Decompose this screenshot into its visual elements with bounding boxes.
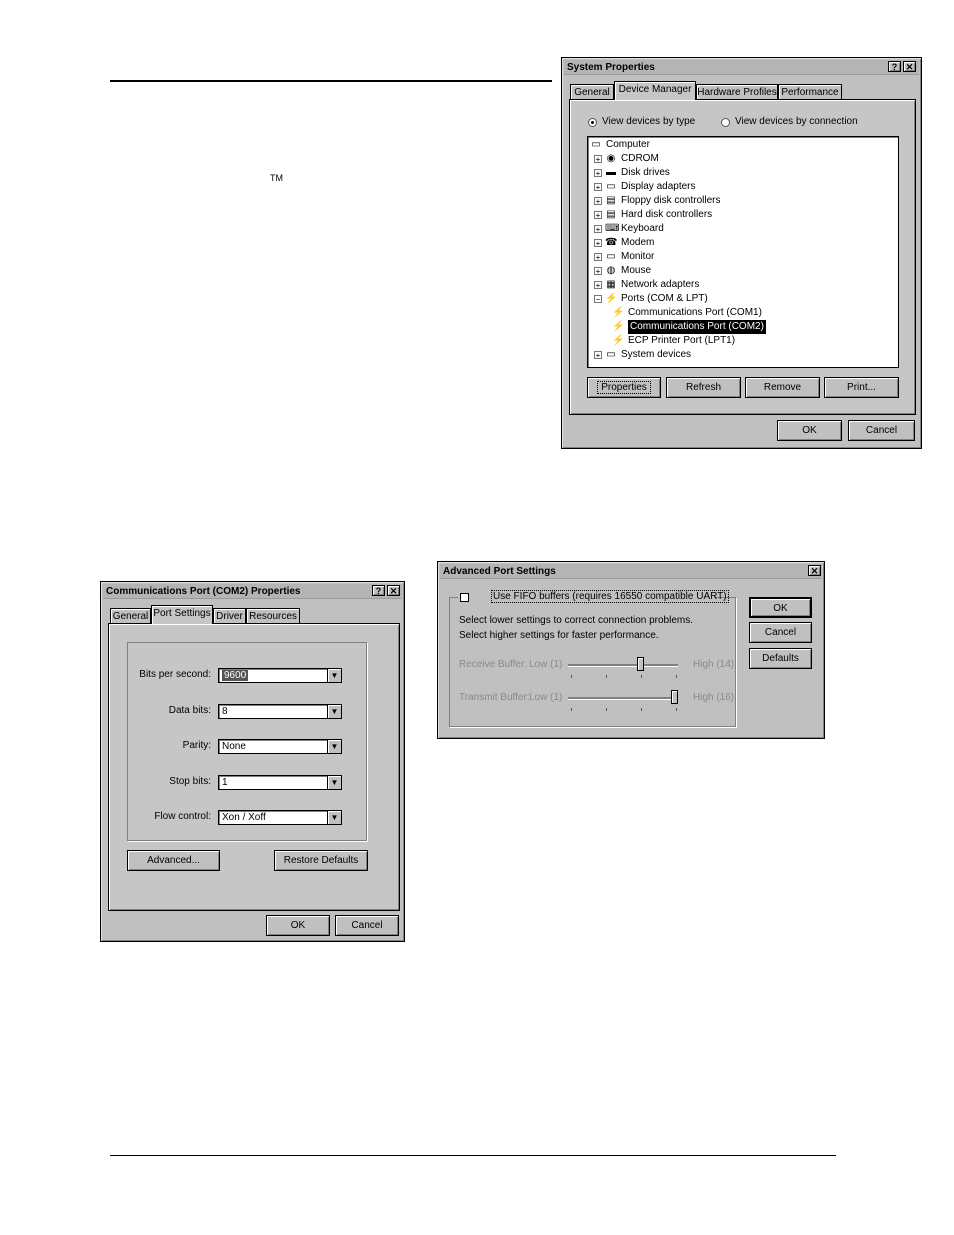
transmit-slider-track <box>568 697 678 700</box>
cancel-button[interactable]: Cancel <box>335 915 399 936</box>
restore-defaults-button[interactable]: Restore Defaults <box>274 850 368 871</box>
system-properties-dialog <box>561 57 922 449</box>
expand-icon[interactable]: + <box>595 253 601 262</box>
device-category-icon: ⚡ <box>605 293 618 304</box>
advanced-button[interactable]: Advanced... <box>127 850 220 871</box>
expand-icon[interactable]: + <box>595 225 601 234</box>
chevron-down-icon[interactable]: ▼ <box>327 705 341 718</box>
device-category-icon: ▬ <box>606 167 616 178</box>
tab-driver[interactable]: Driver <box>213 608 246 624</box>
transmit-tick <box>641 708 642 711</box>
tab-resources[interactable]: Resources <box>246 608 300 624</box>
system-devices-icon: ▭ <box>606 349 616 360</box>
receive-tick <box>571 675 572 678</box>
advanced-port-settings-title: Advanced Port Settings <box>443 566 556 577</box>
tree-item-label: CDROM <box>621 153 659 164</box>
ok-button[interactable]: OK <box>749 597 812 618</box>
receive-tick <box>606 675 607 678</box>
chevron-down-icon[interactable]: ▼ <box>327 776 341 789</box>
print-button[interactable]: Print... <box>824 377 899 398</box>
top-rule <box>110 80 552 82</box>
tree-item-label: Monitor <box>621 251 655 262</box>
port-setting-label: Stop bits: <box>169 776 211 787</box>
tree-item-label: Network adapters <box>621 279 700 290</box>
expand-icon[interactable]: + <box>595 351 601 360</box>
device-manager-panel <box>569 99 916 415</box>
tree-root-label: Computer <box>606 139 650 150</box>
receive-buffer-label: Receive Buffer: <box>459 659 528 670</box>
port-setting-select[interactable] <box>218 739 342 754</box>
system-properties-title: System Properties <box>567 62 655 73</box>
port-setting-label: Flow control: <box>154 811 211 822</box>
tree-port-label: Communications Port (COM2) <box>630 321 764 332</box>
bottom-rule <box>110 1155 836 1156</box>
hint-higher: Select higher settings for faster performance. <box>459 630 659 641</box>
port-setting-value: 1 <box>222 777 228 788</box>
receive-low-label: Low (1) <box>529 659 563 670</box>
com2-properties-title: Communications Port (COM2) Properties <box>106 586 301 597</box>
trademark-mark: TM <box>270 173 283 183</box>
expand-icon[interactable]: + <box>595 281 601 290</box>
port-setting-value: 9600 <box>224 670 247 681</box>
advanced-port-settings-dialog <box>437 561 825 739</box>
com2-properties-titlebar <box>103 584 402 599</box>
com2-properties-dialog <box>100 581 405 942</box>
ok-button[interactable]: OK <box>266 915 330 936</box>
tab-general[interactable]: General <box>110 608 151 624</box>
receive-slider-track <box>568 664 678 667</box>
advanced-port-settings-titlebar <box>440 564 822 579</box>
port-setting-select[interactable] <box>218 704 342 719</box>
help-icon[interactable]: ? <box>372 585 385 596</box>
transmit-tick <box>571 708 572 711</box>
system-properties-titlebar <box>564 60 919 75</box>
chevron-down-icon[interactable]: ▼ <box>327 669 341 682</box>
tree-item-label: Ports (COM & LPT) <box>621 293 708 304</box>
receive-tick <box>641 675 642 678</box>
expand-icon[interactable]: + <box>595 169 601 178</box>
close-icon[interactable]: ✕ <box>387 585 400 596</box>
device-category-icon: ▦ <box>606 279 616 290</box>
computer-icon: ▭ <box>591 139 601 150</box>
expand-icon[interactable]: + <box>595 197 601 206</box>
expand-icon[interactable]: + <box>595 155 601 164</box>
transmit-slider-thumb[interactable] <box>671 690 678 704</box>
transmit-buffer-label: Transmit Buffer: <box>459 692 530 703</box>
port-setting-value: 8 <box>222 706 228 717</box>
tree-port-label: ECP Printer Port (LPT1) <box>628 335 736 346</box>
port-icon: ⚡ <box>612 335 625 346</box>
port-setting-label: Data bits: <box>168 705 211 716</box>
port-setting-label: Bits per second: <box>139 669 211 680</box>
tab-general[interactable]: General <box>570 84 614 100</box>
expand-icon[interactable]: + <box>595 183 601 192</box>
device-tree[interactable] <box>587 136 899 368</box>
close-icon[interactable]: ✕ <box>808 565 821 576</box>
port-setting-value: None <box>222 741 246 752</box>
tree-item-label: Disk drives <box>621 167 670 178</box>
receive-high-label: High (14) <box>693 659 735 670</box>
chevron-down-icon[interactable]: ▼ <box>327 811 341 824</box>
expand-icon[interactable]: + <box>595 267 601 276</box>
cancel-button[interactable]: Cancel <box>749 622 812 643</box>
radio-view-by-connection-label[interactable]: View devices by connection <box>735 116 858 127</box>
fifo-label[interactable]: Use FIFO buffers (requires 16550 compatible UART) <box>493 591 727 602</box>
tree-item-label: Modem <box>621 237 655 248</box>
radio-view-by-type[interactable] <box>588 118 597 127</box>
port-icon: ⚡ <box>612 307 625 318</box>
chevron-down-icon[interactable]: ▼ <box>327 740 341 753</box>
properties-button[interactable]: Properties <box>587 377 661 398</box>
tree-item-label: Display adapters <box>621 181 696 192</box>
transmit-tick <box>676 708 677 711</box>
receive-tick <box>676 675 677 678</box>
port-setting-select[interactable] <box>218 775 342 790</box>
radio-view-by-type-label[interactable]: View devices by type <box>602 116 696 127</box>
hint-lower: Select lower settings to correct connection problems. <box>459 615 693 626</box>
tree-port-label: Communications Port (COM1) <box>628 307 762 318</box>
transmit-low-label: Low (1) <box>529 692 563 703</box>
cancel-button[interactable]: Cancel <box>848 420 915 441</box>
device-category-icon: ▭ <box>606 181 616 192</box>
close-icon[interactable]: ✕ <box>903 61 916 72</box>
port-setting-label: Parity: <box>182 740 211 751</box>
tree-item-label: System devices <box>621 349 692 360</box>
tree-item-label: Mouse <box>621 265 652 276</box>
port-setting-select[interactable] <box>218 810 342 825</box>
expand-icon[interactable]: + <box>595 211 601 220</box>
tab-performance[interactable]: Performance <box>778 84 842 100</box>
tree-item-label: Keyboard <box>621 223 664 234</box>
device-category-icon: ▤ <box>606 195 616 206</box>
expand-icon[interactable]: + <box>595 239 601 248</box>
tab-hardware-profiles[interactable]: Hardware Profiles <box>696 84 778 100</box>
port-setting-value: Xon / Xoff <box>222 812 266 823</box>
tree-item-label: Hard disk controllers <box>621 209 713 220</box>
radio-view-by-connection[interactable] <box>721 118 730 127</box>
tab-port-settings[interactable]: Port Settings <box>151 605 213 624</box>
device-category-icon: ◉ <box>606 153 616 164</box>
device-category-icon: ▭ <box>606 251 616 262</box>
tab-device-manager[interactable]: Device Manager <box>614 81 696 100</box>
port-icon: ⚡ <box>612 321 625 332</box>
fifo-checkbox-row[interactable] <box>458 591 727 605</box>
device-category-icon: ⌨ <box>605 223 620 234</box>
help-icon[interactable]: ? <box>888 61 901 72</box>
ok-button[interactable]: OK <box>777 420 842 441</box>
defaults-button[interactable]: Defaults <box>749 648 812 669</box>
remove-button[interactable]: Remove <box>745 377 820 398</box>
device-category-icon: ◍ <box>606 265 616 276</box>
port-setting-select[interactable] <box>218 668 342 683</box>
tree-item-label: Floppy disk controllers <box>621 195 721 206</box>
device-category-icon: ☎ <box>605 237 618 248</box>
receive-slider-thumb[interactable] <box>637 657 644 671</box>
device-category-icon: ▤ <box>606 209 616 220</box>
collapse-icon[interactable]: − <box>595 295 601 304</box>
refresh-button[interactable]: Refresh <box>666 377 741 398</box>
transmit-tick <box>606 708 607 711</box>
port-settings-panel <box>108 623 400 911</box>
transmit-high-label: High (16) <box>693 692 735 703</box>
fifo-checkbox[interactable] <box>460 593 469 602</box>
